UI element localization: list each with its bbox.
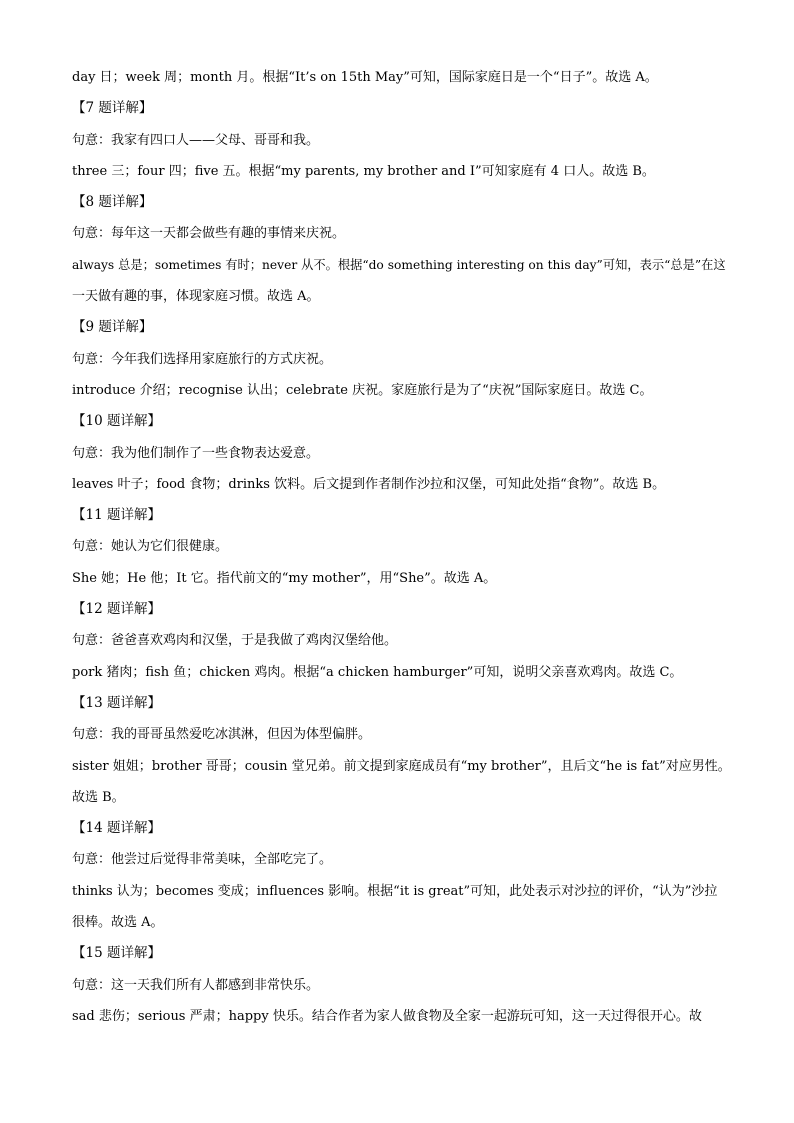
explanation-11: She 她；He 他；It 它。指代前文的“my mother”，用“She”。故选 A。 — [72, 570, 497, 586]
question-7-heading: 【7 题详解】 — [72, 100, 153, 117]
question-14-heading: 【14 题详解】 — [72, 820, 161, 837]
explanation-14-line-2: 很棒。故选 A。 — [72, 915, 164, 931]
explanation-12: pork 猪肉；fish 鱼；chicken 鸡肉。根据“a chicken hamburger”可知，说明父亲喜欢鸡肉。故选 C。 — [72, 664, 683, 680]
explanation-8-line-2: 一天做有趣的事，体现家庭习惯。故选 A。 — [72, 289, 320, 305]
question-12-heading: 【12 题详解】 — [72, 601, 161, 618]
explanation-13-line-1: sister 姐姐；brother 哥哥；cousin 堂兄弟。前文提到家庭成员有“my brother”，且后文“he is fat”对应男性。 — [72, 758, 731, 774]
question-15-heading: 【15 题详解】 — [72, 945, 161, 962]
question-8-heading: 【8 题详解】 — [72, 194, 153, 211]
sentence-meaning-15: 句意：这一天我们所有人都感到非常快乐。 — [72, 977, 320, 993]
sentence-meaning-11: 句意：她认为它们很健康。 — [72, 539, 229, 555]
question-10-heading: 【10 题详解】 — [72, 413, 161, 430]
sentence-meaning-9: 句意：今年我们选择用家庭旅行的方式庆祝。 — [72, 351, 333, 367]
question-9-heading: 【9 题详解】 — [72, 319, 153, 336]
sentence-meaning-14: 句意：他尝过后觉得非常美味，全部吃完了。 — [72, 852, 333, 868]
explanation-10: leaves 叶子；food 食物；drinks 饮料。后文提到作者制作沙拉和汉堡，可知此处指“食物”。故选 B。 — [72, 476, 666, 492]
sentence-meaning-8: 句意：每年这一天都会做些有趣的事情来庆祝。 — [72, 226, 346, 242]
explanation-14-line-1: thinks 认为；becomes 变成；influences 影响。根据“it is great”可知，此处表示对沙拉的评价，“认为”沙拉 — [72, 883, 718, 899]
explanation-7: three 三；four 四；five 五。根据“my parents, my brother and I”可知家庭有 4 口人。故选 B。 — [72, 163, 655, 179]
explanation-15-line-1: sad 悲伤；serious 严肃；happy 快乐。结合作者为家人做食物及全家一起游玩可知，这一天过得很开心。故 — [72, 1008, 702, 1024]
question-13-heading: 【13 题详解】 — [72, 694, 161, 711]
explanation-8-line-1: always 总是；sometimes 有时；never 从不。根据“do something interesting on this day”可知，表示“总是”在这 — [72, 257, 726, 272]
sentence-meaning-13: 句意：我的哥哥虽然爱吃冰淇淋，但因为体型偏胖。 — [72, 727, 372, 743]
answer-explanation-text — [72, 62, 732, 1032]
text-line: day 日；week 周；month 月。根据“It’s on 15th May”可知，国际家庭日是一个“日子”。故选 A。 — [72, 70, 658, 85]
sentence-meaning-10: 句意：我为他们制作了一些食物表达爱意。 — [72, 445, 320, 461]
explanation-13-line-2: 故选 B。 — [72, 789, 125, 805]
sentence-meaning-12: 句意：爸爸喜欢鸡肉和汉堡，于是我做了鸡肉汉堡给他。 — [72, 633, 398, 649]
sentence-meaning-7: 句意：我家有四口人——父母、哥哥和我。 — [72, 132, 320, 148]
explanation-9: introduce 介绍；recognise 认出；celebrate 庆祝。家庭旅行是为了“庆祝”国际家庭日。故选 C。 — [72, 382, 653, 398]
question-11-heading: 【11 题详解】 — [72, 507, 161, 524]
